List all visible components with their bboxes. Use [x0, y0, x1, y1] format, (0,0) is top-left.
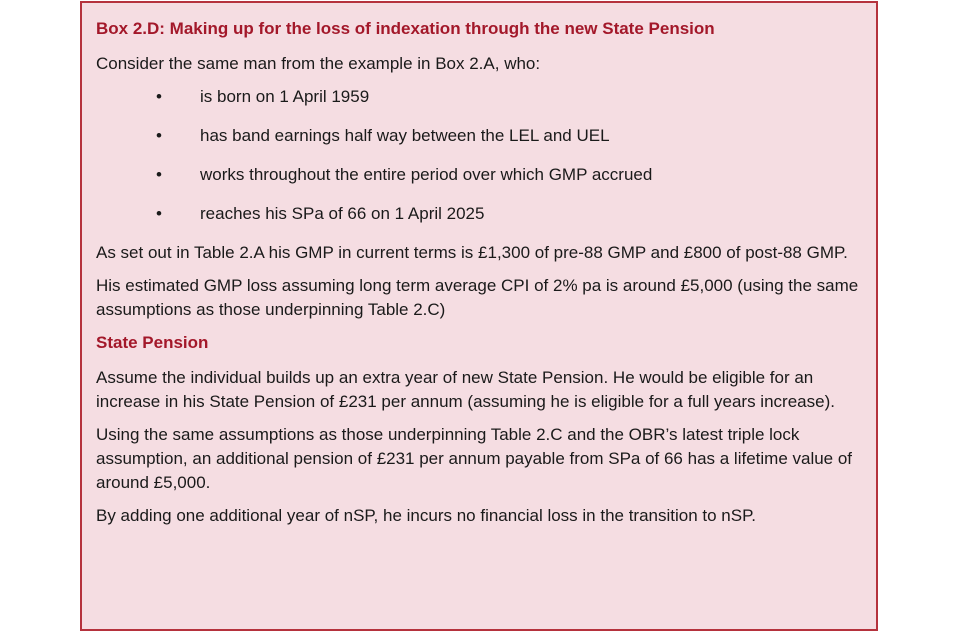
conclusion-paragraph: By adding one additional year of nSP, he incurs no financial loss in the transition to nSP. — [96, 506, 756, 525]
section-heading: State Pension — [96, 333, 209, 352]
assume-paragraph: Assume the individual builds up an extra year of new State Pension. He would be eligible for an increase in his State Pension of £231 per annum (assuming he is eligible for a full years increase). — [96, 368, 835, 411]
info-box — [80, 1, 878, 631]
list-item — [96, 202, 862, 241]
list-item — [96, 124, 862, 163]
bullet-icon: • — [156, 126, 162, 145]
using-paragraph: Using the same assumptions as those underpinning Table 2.C and the OBR’s latest triple lock assumption, an additional pension of £231 per annum payable from SPa of 66 has a lifetime value of around £5,000. — [96, 425, 853, 492]
list-item-text: works throughout the entire period over which GMP accrued — [200, 165, 653, 184]
list-item-text: has band earnings half way between the LEL and UEL — [200, 126, 610, 145]
list-item-text: is born on 1 April 1959 — [200, 87, 370, 106]
criteria-list — [96, 85, 862, 241]
intro-paragraph: Consider the same man from the example in Box 2.A, who: — [96, 54, 541, 73]
list-item-text: reaches his SPa of 66 on 1 April 2025 — [200, 204, 485, 223]
list-item — [96, 85, 862, 124]
bullet-icon: • — [156, 165, 162, 184]
loss-paragraph: His estimated GMP loss assuming long term average CPI of 2% pa is around £5,000 (using the same assumptions as those underpinning Table 2.C) — [96, 276, 859, 319]
box-title: Box 2.D: Making up for the loss of indexation through the new State Pension — [96, 19, 715, 38]
bullet-icon: • — [156, 204, 162, 223]
list-item — [96, 163, 862, 202]
gmp-paragraph: As set out in Table 2.A his GMP in current terms is £1,300 of pre-88 GMP and £800 of post-88 GMP. — [96, 243, 848, 262]
bullet-icon: • — [156, 87, 162, 106]
